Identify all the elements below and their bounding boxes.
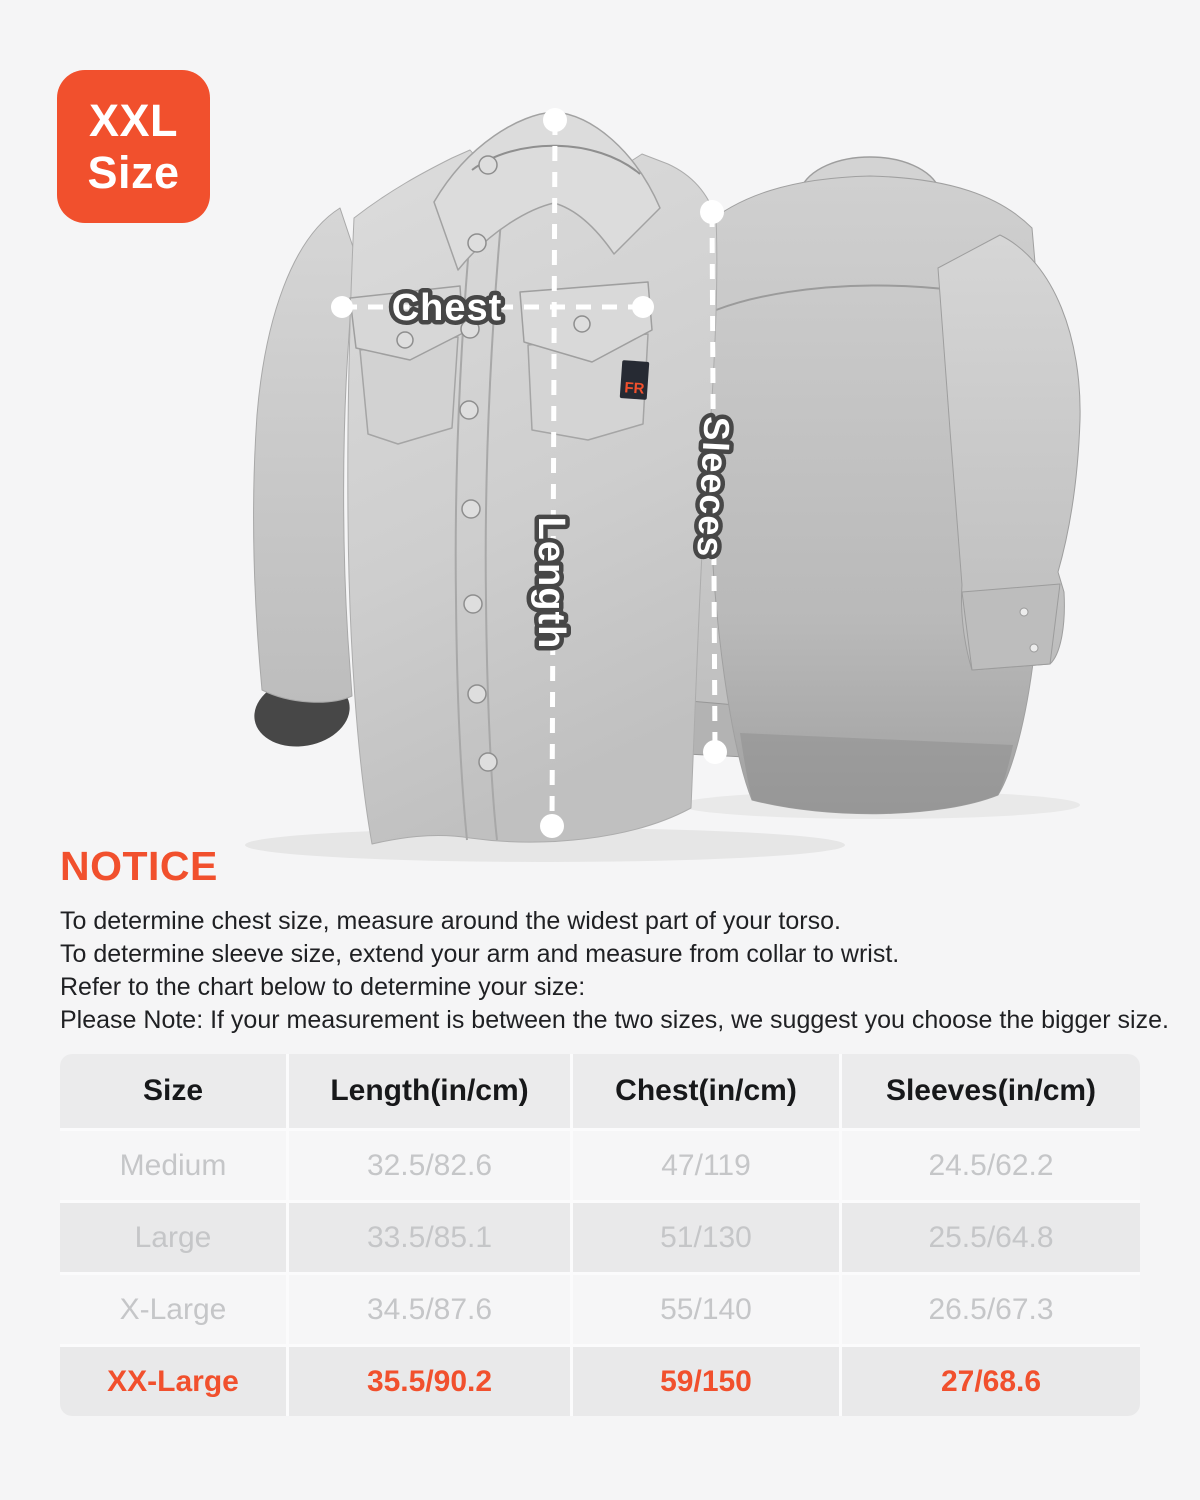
back-right-cuff <box>962 584 1060 670</box>
cuff-button <box>1020 608 1028 616</box>
row-medium-length: 32.5/82.6 <box>289 1131 570 1200</box>
row-xlarge-sleeves: 26.5/67.3 <box>842 1275 1140 1344</box>
notice-line: Refer to the chart below to determine your size: <box>60 973 586 1001</box>
cuff-button <box>1030 644 1038 652</box>
row-large-chest: 51/130 <box>573 1203 839 1272</box>
badge-size-code: XXL <box>88 94 179 146</box>
badge-size-word: Size <box>87 146 180 198</box>
fr-tag <box>620 360 650 400</box>
notice-line: To determine sleeve size, extend your arm and measure from collar to wrist. <box>60 940 900 968</box>
front-left-sleeve <box>254 208 354 702</box>
back-hem-shadow <box>740 733 1013 814</box>
size-table <box>60 1054 1140 1416</box>
notice-title: NOTICE <box>60 843 218 889</box>
header-cell-length: Length(in/cm) <box>289 1054 570 1128</box>
row-large-length: 33.5/85.1 <box>289 1203 570 1272</box>
row-medium-sleeves: 24.5/62.2 <box>842 1131 1140 1200</box>
pocket-button <box>397 332 413 348</box>
header-cell-sleeves: Sleeves(in/cm) <box>842 1054 1140 1128</box>
header-cell-chest: Chest(in/cm) <box>573 1054 839 1128</box>
row-xlarge-length: 34.5/87.6 <box>289 1275 570 1344</box>
row-xlarge-size: X-Large <box>60 1275 286 1344</box>
fr-tag-label: FR <box>623 379 645 398</box>
notice-text <box>60 905 1180 1037</box>
row-large-sleeves: 25.5/64.8 <box>842 1203 1140 1272</box>
notice-line: Please Note: If your measurement is between the two sizes, we suggest you choose the bigger size. <box>60 1006 1169 1034</box>
row-xlarge-chest: 55/140 <box>573 1275 839 1344</box>
notice-line: To determine chest size, measure around the widest part of your torso. <box>60 907 841 935</box>
row-xxlarge-size: XX-Large <box>60 1347 286 1416</box>
xxl-size-badge <box>57 70 210 223</box>
front-shirt <box>249 112 717 844</box>
row-large-size: Large <box>60 1203 286 1272</box>
chest-measure-label: Chest <box>391 287 503 329</box>
row-medium-chest: 47/119 <box>573 1131 839 1200</box>
row-xxlarge-sleeves: 27/68.6 <box>842 1347 1140 1416</box>
row-xxlarge-length: 35.5/90.2 <box>289 1347 570 1416</box>
length-measure-label: Length <box>530 516 572 650</box>
pocket-button <box>574 316 590 332</box>
header-cell-size: Size <box>60 1054 286 1128</box>
row-medium-size: Medium <box>60 1131 286 1200</box>
sleeves-measure-label: Sleeces <box>689 415 738 559</box>
front-body <box>348 150 717 844</box>
row-xxlarge-chest: 59/150 <box>573 1347 839 1416</box>
